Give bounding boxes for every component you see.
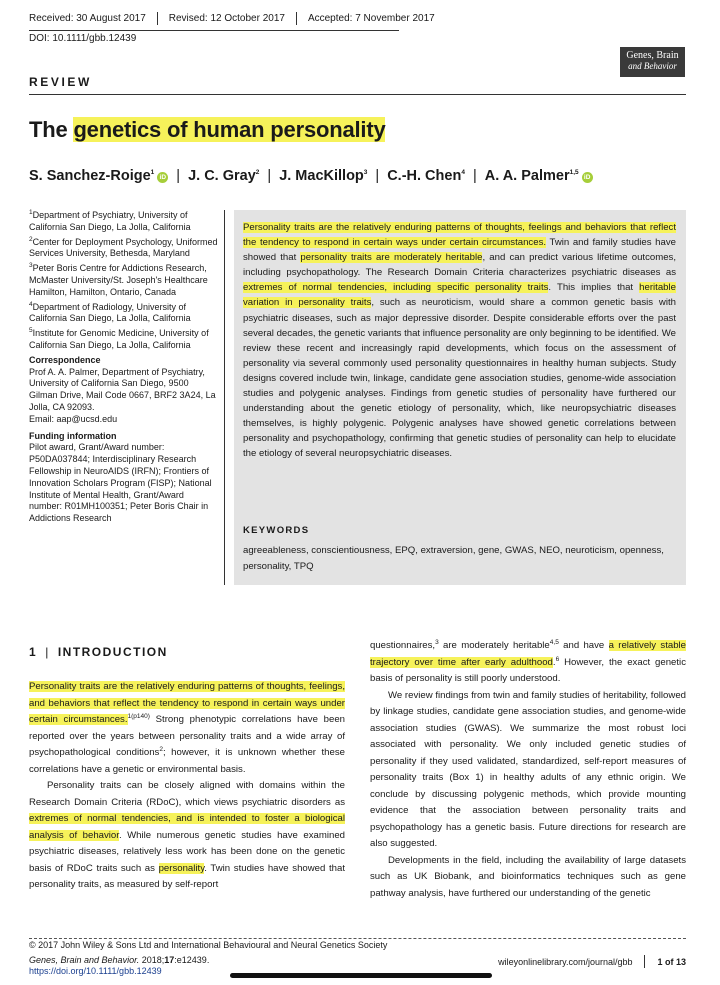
title-prefix: The	[29, 117, 74, 142]
text-run: questionnaires,	[370, 640, 436, 651]
accepted-date: Accepted: 7 November 2017	[307, 13, 435, 24]
correspondence-email[interactable]: Email: aap@ucsd.edu	[29, 413, 118, 424]
affiliation	[29, 237, 219, 261]
date-separator	[157, 12, 158, 25]
footer-divider	[29, 938, 686, 939]
keywords-heading: KEYWORDS	[243, 525, 310, 536]
citation-line	[29, 955, 209, 966]
article-title	[29, 117, 385, 143]
paragraph	[29, 679, 345, 778]
author-affiliation-ref: 1,5	[569, 169, 579, 177]
revised-date: Revised: 12 October 2017	[168, 13, 285, 24]
author-affiliation-ref: 3	[363, 169, 368, 177]
abstract-highlight: heritable variation in personality traits	[243, 282, 676, 309]
funding	[29, 431, 219, 525]
affiliation-number: 4	[29, 300, 33, 308]
text-run: Strong phenotypic correlations have been reported over the years between personality traits and a wide array of psychopathological conditions	[29, 714, 346, 758]
citation-ref[interactable]: 3	[435, 638, 439, 646]
correspondence	[29, 355, 219, 426]
citation-volume: 17	[164, 955, 175, 965]
article-type: REVIEW	[29, 75, 92, 89]
author-name[interactable]: J. MacKillop	[279, 168, 364, 184]
author-list	[29, 168, 593, 184]
doi-link[interactable]: https://doi.org/10.1111/gbb.12439	[29, 966, 162, 976]
text-run: Personality traits can be closely aligned with domains within the Research Domain Criteria (RDoC), which views psychiatric disorders as	[29, 780, 345, 808]
journal-site-link[interactable]: wileyonlinelibrary.com/journal/gbb	[498, 956, 633, 967]
affiliations-sidebar	[29, 210, 219, 530]
abstract-highlight: extremes of normal tendencies, including specific personality traits	[243, 282, 549, 294]
affiliation	[29, 302, 219, 326]
footer-right	[498, 955, 686, 968]
affiliation	[29, 210, 219, 234]
affiliation-text: Center for Deployment Psychology, Uniformed Services University, Bethesda, Maryland	[29, 236, 218, 259]
copyright: © 2017 John Wiley & Sons Ltd and International Behavioural and Neural Genetics Society	[29, 940, 388, 950]
citation	[29, 955, 209, 977]
affiliation-number: 1	[29, 209, 33, 216]
text-run: However, the exact genetic basis of personality is still poorly understood.	[370, 656, 686, 684]
abstract-text	[243, 220, 676, 462]
journal-logo-line2: and Behavior	[628, 61, 677, 71]
citation-ref[interactable]: 2	[159, 745, 163, 753]
affiliation	[29, 328, 219, 352]
article-type-divider	[29, 94, 686, 95]
affiliation-text: Department of Psychiatry, University of California San Diego, La Jolla, California	[29, 210, 191, 232]
citation-year: 2018;	[139, 955, 165, 965]
header-divider	[29, 30, 399, 31]
title-highlight: genetics of human personality	[73, 117, 386, 142]
home-indicator[interactable]	[230, 973, 492, 978]
citation-ref[interactable]: 1(p140)	[127, 712, 150, 720]
orcid-icon[interactable]: iD	[157, 172, 168, 183]
affiliation-text: Department of Radiology, University of California San Diego, La Jolla, California	[29, 301, 191, 324]
date-separator	[296, 12, 297, 25]
abstract-run: , such as neuroticism, would share a common genetic basis with psychiatric diseases, such as major depressive disorder. Despite considerable efforts over the past several decades, the genetic variants that influence personality are only beginning to be identified. We review these recent and increasingly rapid developments, which focus on the assessment of personality via several commonly used personality questionnaires in healthy human subjects. Study designs covered include twin, linkage, candidate gene association studies, genome-wide association studies and polygenic analyses. Findings from genetic studies of personality have furthered our understanding about the genetic etiology of personality, which, like neuropsychiatric diseases themselves, is highly polygenic. Polygenic analyses have showed genetic correlations between personality and psychopathology, confirming that genetic studies of personality can help to elucidate the etiology of several neuropsychiatric diseases.	[243, 297, 676, 460]
affiliation-number: 3	[29, 262, 33, 270]
author-separator: |	[472, 168, 477, 184]
author-affiliation-ref: 2	[255, 169, 260, 177]
text-run: and have	[558, 640, 609, 651]
text-highlight: Personality traits are the relatively enduring patterns of thoughts, feelings, and behaviors that reflect the tendency to respond in certain ways under certain circumstances.	[29, 681, 345, 725]
body-column-left	[29, 679, 345, 894]
author-separator: |	[176, 168, 181, 184]
paragraph: We review findings from twin and family studies of heritability, followed by linkage studies, candidate gene association studies, and genome-wide association studies (GWAS). We summarize the most robust loci associated with personality. We only included genetic studies of personality if they used validated, standardized, self-report measures of personality traits (Box 1) in healthy adults of any ethnic origin. We conclude by discussing polygenic methods, which provide mounting evidence that the association between personality traits and psychopathology has a genetic basis. Future directions for research are also suggested.	[370, 689, 686, 849]
funding-heading: Funding information	[29, 430, 117, 441]
paragraph	[29, 778, 345, 894]
body-column-right	[370, 638, 686, 902]
affiliation	[29, 263, 219, 298]
citation-pages: :e12439.	[174, 955, 210, 965]
abstract-highlight: personality traits are moderately heritable	[300, 252, 483, 264]
text-highlight: personality	[158, 862, 205, 874]
author-separator: |	[267, 168, 272, 184]
journal-logo	[620, 47, 685, 77]
doi: DOI: 10.1111/gbb.12439	[29, 33, 137, 44]
author-separator: |	[375, 168, 380, 184]
paragraph	[370, 638, 686, 688]
author-affiliation-ref: 4	[461, 169, 465, 177]
citation-journal: Genes, Brain and Behavior.	[29, 955, 140, 965]
author-name[interactable]: A. A. Palmer	[484, 168, 570, 184]
page-number: 1 of 13	[657, 956, 686, 967]
author-name[interactable]: C.-H. Chen	[387, 168, 462, 184]
text-run: . Twin studies have showed that personality traits, as measured by self-report	[29, 862, 345, 890]
article-dates	[29, 12, 435, 25]
affiliation-number: 2	[29, 235, 33, 243]
text-highlight: extremes of normal tendencies, and is intended to foster a biological analysis of behavior	[29, 813, 345, 841]
correspondence-text: Prof A. A. Palmer, Department of Psychiatry, University of California San Diego, 9500 Gilman Drive, Mail Code 0667, BRF2 3A24, La Jolla, CA 92093.	[29, 366, 216, 412]
text-run: are moderately heritable	[438, 640, 550, 651]
text-run: .	[552, 656, 556, 668]
paragraph: Developments in the field, including the availability of large datasets such as UK Biobank, and bioinformatics techniques such as gene pathway analysis, have furthered our understanding of the genetic	[370, 854, 686, 899]
keywords-list: agreeableness, conscientiousness, EPQ, extraversion, gene, GWAS, NEO, neuroticism, openness, personality, TPQ	[243, 545, 664, 572]
section-pipe: |	[45, 645, 50, 659]
affiliation-text: Institute for Genomic Medicine, University of California San Diego, La Jolla, California	[29, 328, 209, 350]
citation-ref[interactable]: 6	[555, 655, 560, 663]
text-run: . While numerous genetic studies have examined psychiatric diseases, relatively less work has been done on the genetic basis of RDoC traits such as	[29, 829, 345, 874]
correspondence-heading: Correspondence	[29, 354, 101, 365]
footer-separator	[644, 955, 645, 968]
citation-ref[interactable]: 4,5	[549, 638, 559, 646]
abstract-highlight: Personality traits are the relatively enduring patterns of thoughts, feelings and behaviors that reflect the tendency to respond in certain ways under certain circumstances.	[243, 222, 676, 249]
funding-text: Pilot award, Grant/Award number: P50DA037844; Interdisciplinary Research Fellowship in NeuroAIDS (IRFN); Frontiers of Innovation Scholars Program (FISP); National Institute of Mental Health, Grant/Award number: R01MH100351; Peter Boris Chair in Addictions Research	[29, 442, 212, 524]
affiliation-number: 5	[29, 327, 33, 335]
section-heading	[29, 645, 168, 659]
orcid-icon[interactable]: iD	[582, 172, 593, 183]
text-run: ; however, it is unknown whether these correlations have a genetic or environmental basis.	[29, 747, 345, 775]
text-highlight: a relatively stable trajectory over time after early adulthood	[370, 640, 687, 668]
affiliation-text: Peter Boris Centre for Addictions Research, McMaster University/St. Joseph's Healthcare Hamilton, Hamilton, Ontario, Canada	[29, 263, 208, 297]
abstract-run: . This implies that	[548, 282, 640, 294]
author-name[interactable]: J. C. Gray	[188, 168, 256, 184]
section-number: 1	[29, 645, 38, 659]
author-name[interactable]: S. Sanchez-Roige	[29, 168, 151, 184]
author-affiliation-ref: 1	[150, 169, 155, 177]
journal-logo-line1: Genes, Brain	[626, 50, 679, 61]
section-title: INTRODUCTION	[57, 645, 168, 659]
received-date: Received: 30 August 2017	[29, 13, 146, 24]
abstract-run: Twin and family studies have showed that	[243, 237, 676, 264]
abstract-run: , and can predict various lifetime outcomes, including psychopathology. The Research Domain Criteria characterizes psychiatric diseases as	[243, 252, 676, 279]
sidebar-divider	[224, 210, 225, 585]
affiliation-list	[29, 210, 219, 352]
